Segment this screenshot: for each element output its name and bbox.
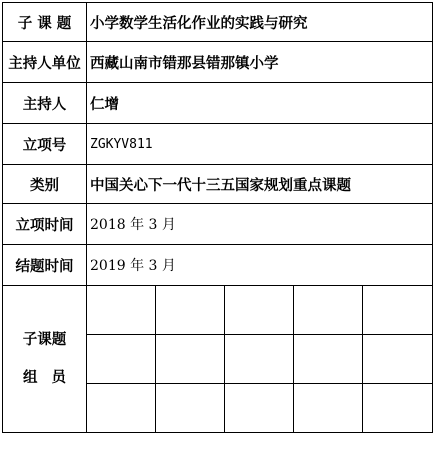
row-approval-date [3,204,433,245]
member-cell [87,335,156,384]
members-label-line2: 组员 [23,370,80,386]
member-cell [156,286,225,335]
subtopic-value: 小学数学生活化作业的实践与研究 [87,3,433,42]
member-row [3,286,433,335]
member-cell [225,335,294,384]
member-cell [156,335,225,384]
members-label-line1: 子课题 [22,331,67,348]
member-cell [363,384,433,433]
member-cell [156,384,225,433]
row-project-number [3,124,433,165]
category-value: 中国关心下一代十三五国家规划重点课题 [87,165,433,204]
member-cell [87,286,156,335]
member-cell [294,335,363,384]
member-cell [363,335,433,384]
subtopic-label: 子 课 题 [3,3,87,42]
row-host [3,83,433,124]
members-label [3,286,87,433]
category-label: 类别 [3,165,87,204]
project-info-table [2,2,433,433]
row-category [3,165,433,204]
member-cell [225,286,294,335]
completion-date-label: 结题时间 [3,245,87,286]
member-cell [87,384,156,433]
member-cell [294,384,363,433]
host-unit-value: 西藏山南市错那县错那镇小学 [87,42,433,83]
row-subtopic [3,3,433,42]
row-completion-date [3,245,433,286]
host-value: 仁增 [87,83,433,124]
completion-date-value: 2019 年 3 月 [87,245,433,286]
host-label: 主持人 [3,83,87,124]
approval-date-value: 2018 年 3 月 [87,204,433,245]
project-number-value: ZGKYV811 [87,124,433,165]
member-cell [363,286,433,335]
approval-date-label: 立项时间 [3,204,87,245]
member-cell [225,384,294,433]
row-host-unit [3,42,433,83]
member-cell [294,286,363,335]
project-number-label: 立项号 [3,124,87,165]
host-unit-label: 主持人单位 [3,42,87,83]
